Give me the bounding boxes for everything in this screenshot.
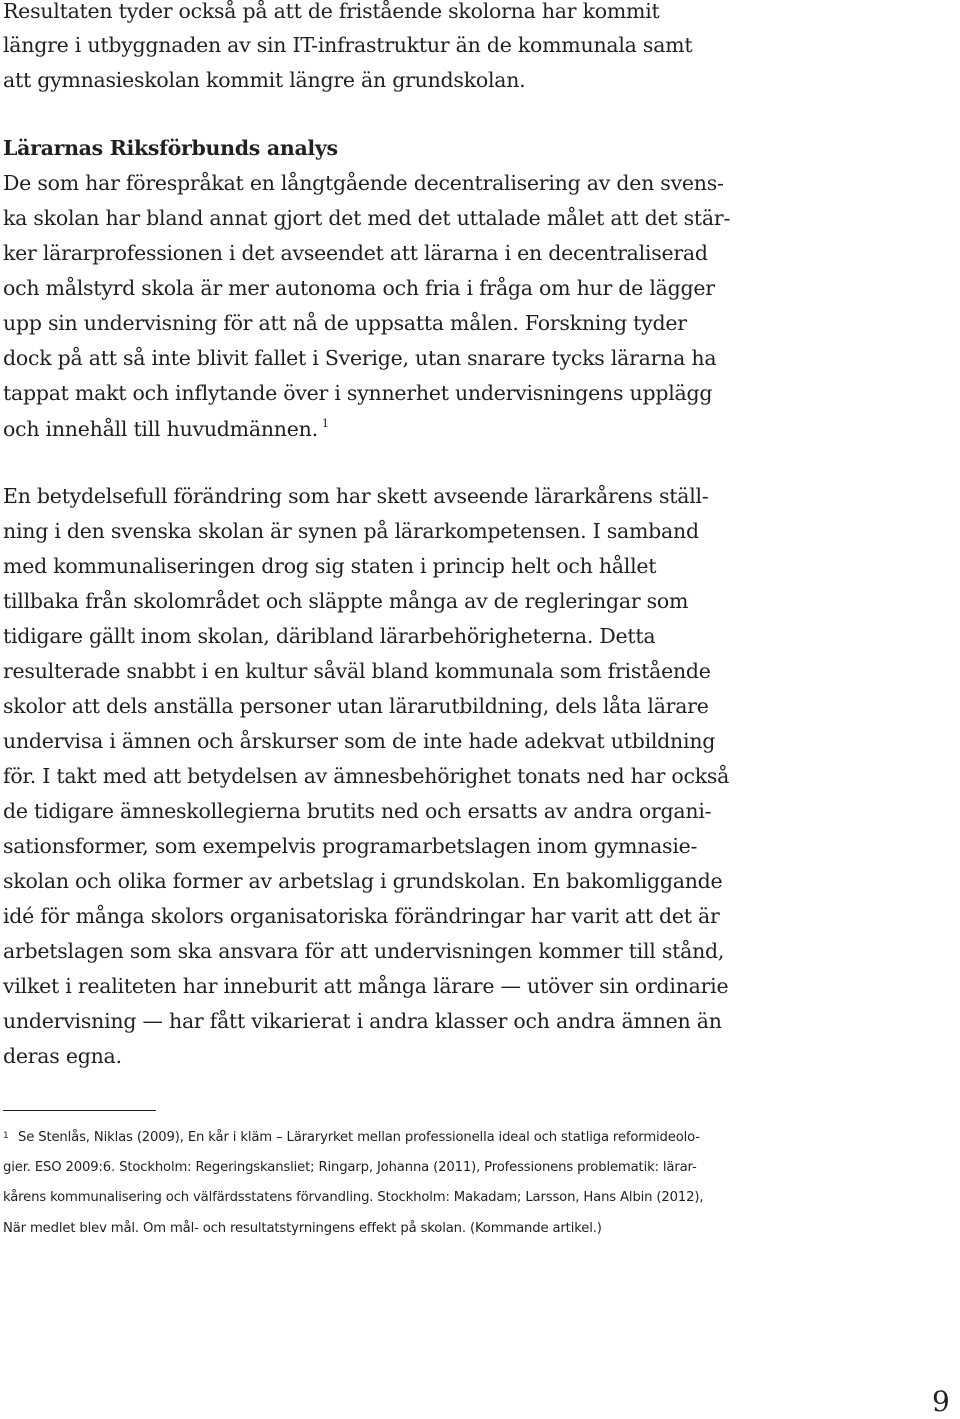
paragraph-line: undervisa i ämnen och årskurser som de inte hade adekvat utbildning [3, 729, 716, 753]
paragraph-line: och målstyrd skola är mer autonoma och fria i fråga om hur de lägger [3, 276, 715, 300]
paragraph-line: skolan och olika former av arbetslag i grundskolan. En bakomliggande [3, 869, 723, 893]
footnote-divider [3, 1110, 156, 1111]
footnote-line: gier. ESO 2009:6. Stockholm: Regeringskansliet; Ringarp, Johanna (2011), Professionens problematik: lärar- [3, 1160, 697, 1175]
section-heading: Lärarnas Riksförbunds analys [3, 136, 338, 160]
footnote-reference[interactable]: 1 [321, 417, 329, 430]
paragraph-line: arbetslagen som ska ansvara för att undervisningen kommer till stånd, [3, 939, 725, 963]
paragraph-line: upp sin undervisning för att nå de uppsatta målen. Forskning tyder [3, 311, 687, 335]
page-number: 9 [932, 1385, 950, 1418]
paragraph-line: ning i den svenska skolan är synen på lärarkompetensen. I samband [3, 519, 699, 543]
paragraph-line: de tidigare ämneskollegierna brutits ned och ersatts av andra organi- [3, 799, 712, 823]
paragraph-line: resulterade snabbt i en kultur såväl bland kommunala som fristående [3, 659, 711, 683]
intro-line: att gymnasieskolan kommit längre än grundskolan. [3, 68, 526, 92]
footnote-line: Se Stenlås, Niklas (2009), En kår i kläm – Läraryrket mellan professionella ideal och statliga reformideolo- [18, 1130, 700, 1145]
paragraph-line: dock på att så inte blivit fallet i Sverige, utan snarare tycks lärarna ha [3, 346, 717, 370]
intro-line: längre i utbyggnaden av sin IT-infrastruktur än de kommunala samt [3, 33, 693, 57]
paragraph-line: tappat makt och inflytande över i synnerhet undervisningens upplägg [3, 381, 713, 405]
paragraph-line: ker lärarprofessionen i det avseendet att lärarna i en decentraliserad [3, 241, 708, 265]
paragraph-line: sationsformer, som exempelvis programarbetslagen inom gymnasie- [3, 834, 698, 858]
paragraph-line: En betydelsefull förändring som har skett avseende lärarkårens ställ- [3, 484, 709, 508]
paragraph-line: för. I takt med att betydelsen av ämnesbehörighet tonats ned har också [3, 764, 730, 788]
paragraph-line: De som har förespråkat en långtgående decentralisering av den svens- [3, 171, 724, 195]
intro-line: Resultaten tyder också på att de fristående skolorna har kommit [3, 0, 660, 23]
paragraph-line: vilket i realiteten har inneburit att många lärare — utöver sin ordinarie [3, 974, 729, 998]
footnote-line: kårens kommunalisering och välfärdsstatens förvandling. Stockholm: Makadam; Larsson, Hans Albin (2012), [3, 1190, 704, 1205]
footnote-number: 1 [3, 1131, 9, 1141]
paragraph-line: tidigare gällt inom skolan, däribland lärarbehörigheterna. Detta [3, 624, 656, 648]
paragraph-line-with-ref [3, 418, 329, 440]
paragraph-line: och innehåll till huvudmännen. [3, 417, 318, 441]
paragraph-line: ka skolan har bland annat gjort det med det uttalade målet att det stär- [3, 206, 731, 230]
paragraph-line: med kommunaliseringen drog sig staten i princip helt och hållet [3, 554, 657, 578]
paragraph-line: skolor att dels anställa personer utan lärarutbildning, dels låta lärare [3, 694, 709, 718]
paragraph-line: idé för många skolors organisatoriska förändringar har varit att det är [3, 904, 720, 928]
footnote-line: När medlet blev mål. Om mål- och resultatstyrningens effekt på skolan. (Kommande artikel.) [3, 1221, 602, 1236]
paragraph-line: tillbaka från skolområdet och släppte många av de regleringar som [3, 589, 689, 613]
paragraph-line: deras egna. [3, 1044, 122, 1068]
paragraph-line: undervisning — har fått vikarierat i andra klasser och andra ämnen än [3, 1009, 722, 1033]
